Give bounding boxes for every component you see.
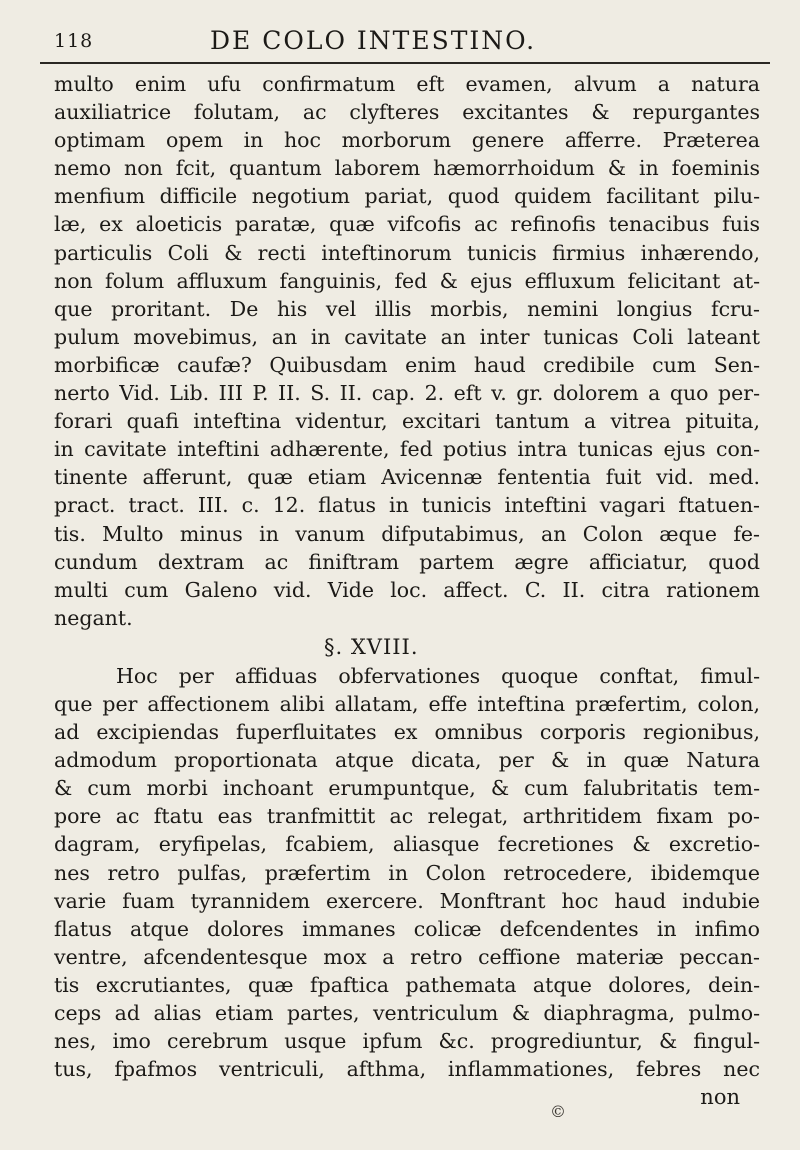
paragraph-section-xviii	[54, 662, 760, 1083]
text-line: cundum dextram ac finiftram partem ægre afficiatur, quod	[54, 549, 760, 574]
text-line: nes, imo cerebrum usque ipfum &c. progrediuntur, & fingul-	[54, 1029, 760, 1054]
text-line: & cum morbi inchoant erumpuntque, & cum falubritatis tem-	[54, 776, 760, 801]
page-number: 118	[54, 30, 94, 52]
text-line: ventre, afcendentesque mox a retro ceffione materiæ peccan-	[54, 944, 760, 969]
text-line: menfium difficile negotium pariat, quod quidem facilitant pilu-	[54, 184, 760, 209]
text-line: multi cum Galeno vid. Vide loc. affect. C. II. citra rationem	[54, 577, 760, 602]
text-line: pract. tract. III. c. 12. flatus in tunicis inteftini vagari ftatuen-	[54, 493, 760, 518]
text-line: Hoc per affiduas obfervationes quoque conftat, fimul-	[116, 663, 760, 688]
text-line: dagram, eryfipelas, fcabiem, aliasque fecretiones & excretio-	[54, 832, 760, 857]
section-heading: §. XVIII.	[324, 634, 419, 659]
paragraph-before-section	[54, 70, 760, 632]
text-line: pulum movebimus, an in cavitate an inter tunicas Coli lateant	[54, 324, 760, 349]
text-line: in cavitate inteftini adhærente, fed potius intra tunicas ejus con-	[54, 437, 760, 462]
text-line: optimam opem in hoc morborum genere afferre. Præterea	[54, 128, 760, 153]
running-head	[40, 22, 770, 64]
text-line: multo enim ufu confirmatum eft evamen, alvum a natura	[54, 72, 760, 96]
text-line: morbificæ caufæ? Quibusdam enim haud credibile cum Sen-	[54, 352, 760, 377]
text-line: negant.	[54, 605, 133, 630]
text-line: particulis Coli & recti inteftinorum tunicis firmius inhærendo,	[54, 240, 760, 265]
text-line: non folum affluxum fanguinis, fed & ejus effluxum felicitant at-	[54, 268, 760, 293]
text-line: ad excipiendas fuperfluitates ex omnibus corporis regionibus,	[54, 720, 760, 745]
text-line: tis excrutiantes, quæ fpaftica pathemata atque dolores, dein-	[54, 972, 760, 997]
text-line: forari quafi inteftina videntur, excitari tantum a vitrea pituita,	[54, 409, 760, 434]
text-line: nerto Vid. Lib. III P. II. S. II. cap. 2. eft v. gr. dolorem a quo per-	[54, 381, 760, 406]
book-page	[40, 22, 770, 1132]
text-line: nes retro pulfas, præfertim in Colon retrocedere, ibidemque	[54, 860, 760, 885]
text-line: ceps ad alias etiam partes, ventriculum & diaphragma, pulmo-	[54, 1001, 760, 1025]
text-line: tus, fpafmos ventriculi, afthma, inflammationes, febres nec	[54, 1057, 760, 1082]
page-body	[40, 70, 770, 1111]
text-line: læ, ex aloeticis paratæ, quæ vifcofis ac refinofis tenacibus fuis	[54, 212, 760, 237]
text-line: auxiliatrice folutam, ac clyfteres excitantes & repurgantes	[54, 100, 760, 125]
catchword: non	[700, 1085, 740, 1110]
text-line: nemo non fcit, quantum laborem hæmorrhoidum & in foeminis	[54, 156, 760, 181]
signature-mark: ©	[550, 1102, 566, 1121]
text-line: flatus atque dolores immanes colicæ defcendentes in infimo	[54, 916, 760, 941]
text-line: admodum proportionata atque dicata, per & in quæ Natura	[54, 748, 760, 773]
text-line: pore ac ftatu eas tranfmittit ac relegat, arthritidem fixam po-	[54, 804, 760, 829]
text-line: que per affectionem alibi allatam, effe inteftina præfertim, colon,	[54, 691, 760, 716]
running-title: DE COLO INTESTINO.	[210, 26, 537, 55]
text-line: varie fuam tyrannidem exercere. Monftrant hoc haud indubie	[54, 888, 760, 913]
text-line: tis. Multo minus in vanum difputabimus, an Colon æque fe-	[54, 521, 760, 546]
text-line: tinente afferunt, quæ etiam Avicennæ fententia fuit vid. med.	[54, 465, 760, 490]
text-line: que proritant. De his vel illis morbis, nemini longius fcru-	[54, 296, 760, 321]
